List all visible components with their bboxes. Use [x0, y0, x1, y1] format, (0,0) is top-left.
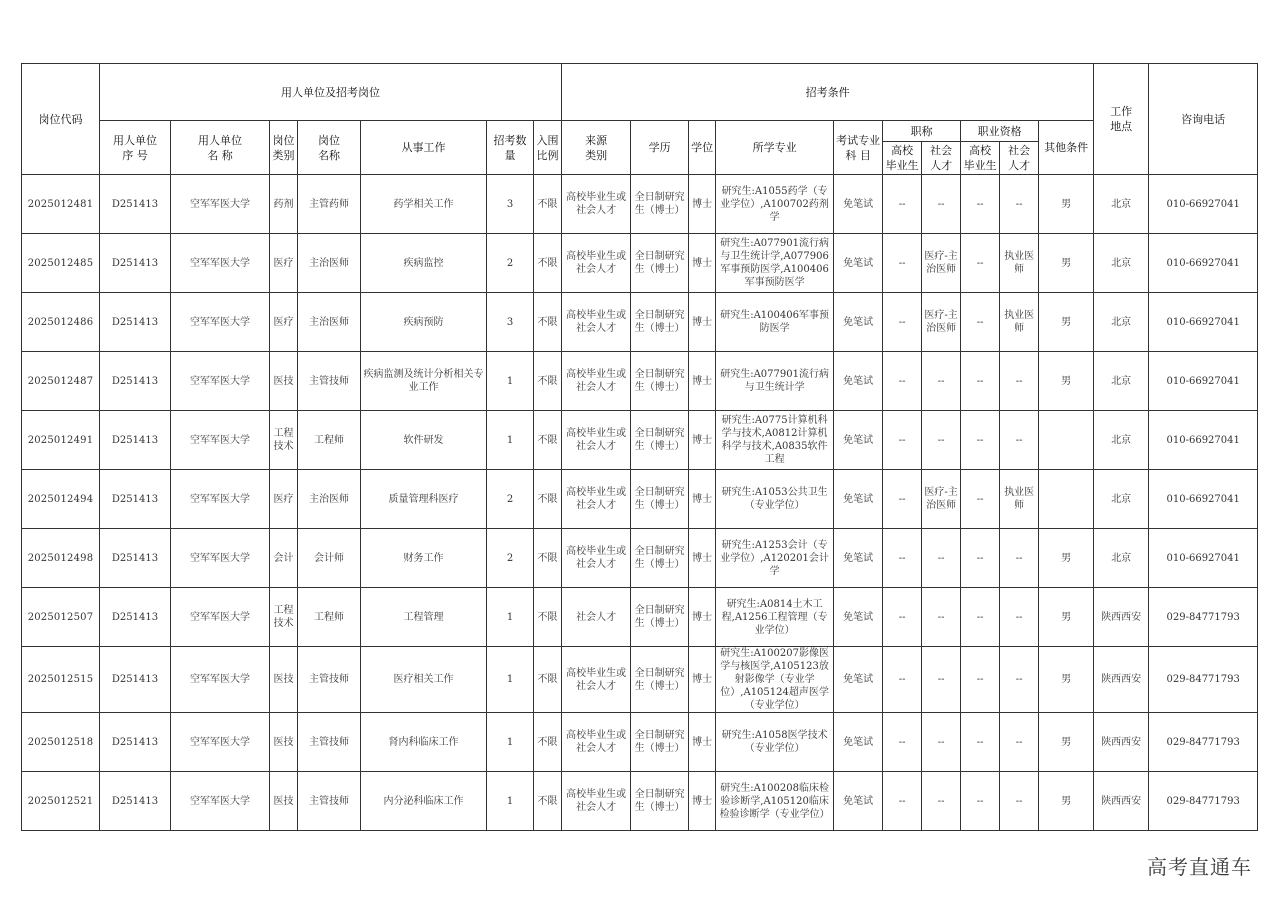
- cell-degree: 博士: [689, 234, 716, 293]
- cell-exam-subject: 免笔试: [834, 772, 883, 831]
- cell-post-code: 2025012486: [22, 293, 100, 352]
- header-duty: 从事工作: [361, 121, 487, 175]
- cell-major: 研究生:A0775计算机科学与技术,A0812计算机科学与技术,A0835软件工程: [716, 411, 834, 470]
- cell-work-location: 陕西西安: [1094, 713, 1149, 772]
- cell-duty: 质量管理科医疗: [361, 470, 487, 529]
- table-row: [22, 352, 1258, 411]
- cell-other: 男: [1039, 234, 1094, 293]
- cell-quota: 3: [487, 293, 534, 352]
- cell-education: 全日制研究生（博士）: [631, 352, 689, 411]
- cell-title-grad: --: [883, 175, 922, 234]
- cell-title-social: --: [922, 588, 961, 647]
- cell-phone: 010-66927041: [1149, 470, 1258, 529]
- cell-phone: 029-84771793: [1149, 647, 1258, 713]
- header-education: 学历: [631, 121, 689, 175]
- cell-other: 男: [1039, 175, 1094, 234]
- cell-post-type: 工程技术: [270, 588, 298, 647]
- cell-qual-social: --: [1000, 411, 1039, 470]
- cell-work-location: 北京: [1094, 411, 1149, 470]
- cell-qual-grad: --: [961, 713, 1000, 772]
- cell-major: 研究生:A1053公共卫生（专业学位）: [716, 470, 834, 529]
- cell-major: 研究生:A1253会计（专业学位）,A120201会计学: [716, 529, 834, 588]
- cell-unit-seq: D251413: [100, 713, 171, 772]
- cell-education: 全日制研究生（博士）: [631, 647, 689, 713]
- header-post-code: 岗位代码: [22, 64, 100, 175]
- header-degree: 学位: [689, 121, 716, 175]
- header-title-social: 社会 人才: [922, 142, 961, 175]
- header-unit-name: 用人单位 名 称: [171, 121, 270, 175]
- cell-phone: 029-84771793: [1149, 588, 1258, 647]
- cell-source: 高校毕业生或社会人才: [562, 352, 631, 411]
- cell-qual-grad: --: [961, 772, 1000, 831]
- cell-unit-name: 空军军医大学: [171, 234, 270, 293]
- cell-work-location: 北京: [1094, 352, 1149, 411]
- cell-post-code: 2025012518: [22, 713, 100, 772]
- cell-post-type: 医疗: [270, 234, 298, 293]
- cell-duty: 疾病监测及统计分析相关专业工作: [361, 352, 487, 411]
- cell-title-grad: --: [883, 352, 922, 411]
- cell-title-grad: --: [883, 411, 922, 470]
- cell-duty: 工程管理: [361, 588, 487, 647]
- cell-exam-subject: 免笔试: [834, 175, 883, 234]
- header-ratio: 入围 比例: [534, 121, 562, 175]
- cell-unit-name: 空军军医大学: [171, 647, 270, 713]
- cell-duty: 财务工作: [361, 529, 487, 588]
- cell-degree: 博士: [689, 588, 716, 647]
- cell-ratio: 不限: [534, 588, 562, 647]
- header-major: 所学专业: [716, 121, 834, 175]
- cell-post-type: 医技: [270, 352, 298, 411]
- cell-major: 研究生:A1055药学（专业学位）,A100702药剂学: [716, 175, 834, 234]
- cell-ratio: 不限: [534, 411, 562, 470]
- cell-major: 研究生:A100208临床检验诊断学,A105120临床检验诊断学（专业学位）: [716, 772, 834, 831]
- cell-quota: 1: [487, 713, 534, 772]
- cell-other: [1039, 411, 1094, 470]
- table-row: [22, 588, 1258, 647]
- cell-post-name: 主治医师: [298, 293, 361, 352]
- watermark-text: 高考直通车: [1147, 855, 1252, 879]
- cell-degree: 博士: [689, 772, 716, 831]
- cell-other: 男: [1039, 529, 1094, 588]
- recruitment-table: [21, 63, 1258, 831]
- header-source: 来源 类别: [562, 121, 631, 175]
- cell-post-type: 医技: [270, 713, 298, 772]
- cell-degree: 博士: [689, 647, 716, 713]
- cell-other: 男: [1039, 647, 1094, 713]
- cell-qual-social: --: [1000, 175, 1039, 234]
- cell-duty: 内分泌科临床工作: [361, 772, 487, 831]
- cell-title-grad: --: [883, 470, 922, 529]
- cell-other: 男: [1039, 293, 1094, 352]
- cell-work-location: 陕西西安: [1094, 647, 1149, 713]
- cell-title-social: --: [922, 772, 961, 831]
- cell-qual-grad: --: [961, 293, 1000, 352]
- cell-source: 高校毕业生或社会人才: [562, 529, 631, 588]
- table-row: [22, 411, 1258, 470]
- cell-degree: 博士: [689, 293, 716, 352]
- cell-quota: 2: [487, 234, 534, 293]
- table-row: [22, 234, 1258, 293]
- cell-quota: 1: [487, 647, 534, 713]
- cell-quota: 2: [487, 529, 534, 588]
- cell-exam-subject: 免笔试: [834, 647, 883, 713]
- cell-post-name: 主治医师: [298, 470, 361, 529]
- cell-title-social: 医疗-主治医师: [922, 293, 961, 352]
- cell-exam-subject: 免笔试: [834, 234, 883, 293]
- cell-post-name: 主管技师: [298, 647, 361, 713]
- table-row: [22, 293, 1258, 352]
- cell-post-name: 主管技师: [298, 352, 361, 411]
- cell-degree: 博士: [689, 352, 716, 411]
- table-row: [22, 470, 1258, 529]
- cell-title-grad: --: [883, 234, 922, 293]
- cell-other: 男: [1039, 713, 1094, 772]
- cell-quota: 1: [487, 772, 534, 831]
- cell-title-grad: --: [883, 647, 922, 713]
- cell-source: 高校毕业生或社会人才: [562, 293, 631, 352]
- cell-work-location: 北京: [1094, 175, 1149, 234]
- table-row: [22, 647, 1258, 713]
- header-post-name: 岗位 名称: [298, 121, 361, 175]
- cell-unit-seq: D251413: [100, 293, 171, 352]
- cell-post-type: 会计: [270, 529, 298, 588]
- cell-post-code: 2025012498: [22, 529, 100, 588]
- cell-unit-seq: D251413: [100, 529, 171, 588]
- header-title-grad: 高校 毕业生: [883, 142, 922, 175]
- cell-post-code: 2025012521: [22, 772, 100, 831]
- cell-source: 高校毕业生或社会人才: [562, 234, 631, 293]
- header-post-type: 岗位 类别: [270, 121, 298, 175]
- cell-qual-social: --: [1000, 647, 1039, 713]
- cell-duty: 疾病预防: [361, 293, 487, 352]
- cell-qual-grad: --: [961, 234, 1000, 293]
- cell-education: 全日制研究生（博士）: [631, 772, 689, 831]
- cell-qual-social: --: [1000, 588, 1039, 647]
- cell-education: 全日制研究生（博士）: [631, 588, 689, 647]
- cell-exam-subject: 免笔试: [834, 352, 883, 411]
- cell-exam-subject: 免笔试: [834, 529, 883, 588]
- cell-source: 社会人才: [562, 588, 631, 647]
- cell-duty: 肾内科临床工作: [361, 713, 487, 772]
- cell-post-name: 主治医师: [298, 234, 361, 293]
- header-exam-subject: 考试专业 科 目: [834, 121, 883, 175]
- cell-post-type: 医技: [270, 647, 298, 713]
- cell-post-type: 工程技术: [270, 411, 298, 470]
- header-other: 其他条件: [1039, 121, 1094, 175]
- cell-title-social: --: [922, 713, 961, 772]
- cell-post-name: 主管技师: [298, 772, 361, 831]
- cell-qual-social: --: [1000, 529, 1039, 588]
- cell-ratio: 不限: [534, 647, 562, 713]
- table-row: [22, 175, 1258, 234]
- cell-work-location: 北京: [1094, 234, 1149, 293]
- cell-exam-subject: 免笔试: [834, 588, 883, 647]
- cell-degree: 博士: [689, 529, 716, 588]
- cell-unit-name: 空军军医大学: [171, 411, 270, 470]
- cell-title-social: --: [922, 352, 961, 411]
- cell-qual-grad: --: [961, 352, 1000, 411]
- cell-work-location: 北京: [1094, 470, 1149, 529]
- header-unit-seq: 用人单位 序 号: [100, 121, 171, 175]
- header-qual-social: 社会 人才: [1000, 142, 1039, 175]
- cell-degree: 博士: [689, 470, 716, 529]
- cell-unit-seq: D251413: [100, 175, 171, 234]
- cell-source: 高校毕业生或社会人才: [562, 411, 631, 470]
- header-qual-group: 职业资格: [961, 121, 1039, 142]
- cell-phone: 010-66927041: [1149, 293, 1258, 352]
- cell-quota: 2: [487, 470, 534, 529]
- cell-work-location: 北京: [1094, 293, 1149, 352]
- cell-phone: 010-66927041: [1149, 234, 1258, 293]
- cell-quota: 1: [487, 411, 534, 470]
- cell-unit-name: 空军军医大学: [171, 713, 270, 772]
- cell-source: 高校毕业生或社会人才: [562, 175, 631, 234]
- cell-post-code: 2025012491: [22, 411, 100, 470]
- table-row: [22, 772, 1258, 831]
- cell-exam-subject: 免笔试: [834, 293, 883, 352]
- cell-phone: 010-66927041: [1149, 175, 1258, 234]
- cell-post-type: 医疗: [270, 293, 298, 352]
- cell-unit-name: 空军军医大学: [171, 293, 270, 352]
- cell-qual-social: --: [1000, 713, 1039, 772]
- cell-title-social: --: [922, 411, 961, 470]
- cell-post-type: 医疗: [270, 470, 298, 529]
- cell-unit-name: 空军军医大学: [171, 529, 270, 588]
- cell-phone: 029-84771793: [1149, 772, 1258, 831]
- cell-post-type: 药剂: [270, 175, 298, 234]
- cell-education: 全日制研究生（博士）: [631, 175, 689, 234]
- header-phone: 咨询电话: [1149, 64, 1258, 175]
- cell-title-social: 医疗-主治医师: [922, 234, 961, 293]
- cell-quota: 1: [487, 588, 534, 647]
- cell-title-grad: --: [883, 588, 922, 647]
- cell-qual-grad: --: [961, 470, 1000, 529]
- cell-work-location: 陕西西安: [1094, 772, 1149, 831]
- cell-unit-name: 空军军医大学: [171, 175, 270, 234]
- cell-unit-name: 空军军医大学: [171, 588, 270, 647]
- cell-ratio: 不限: [534, 529, 562, 588]
- cell-title-grad: --: [883, 713, 922, 772]
- cell-post-code: 2025012485: [22, 234, 100, 293]
- cell-unit-name: 空军军医大学: [171, 772, 270, 831]
- cell-qual-social: --: [1000, 352, 1039, 411]
- cell-title-social: --: [922, 175, 961, 234]
- cell-unit-name: 空军军医大学: [171, 470, 270, 529]
- table-body: [22, 175, 1258, 831]
- cell-title-social: --: [922, 529, 961, 588]
- cell-post-name: 工程师: [298, 588, 361, 647]
- cell-unit-name: 空军军医大学: [171, 352, 270, 411]
- cell-qual-grad: --: [961, 529, 1000, 588]
- cell-degree: 博士: [689, 411, 716, 470]
- cell-major: 研究生:A077901流行病与卫生统计学: [716, 352, 834, 411]
- cell-phone: 010-66927041: [1149, 411, 1258, 470]
- cell-qual-social: 执业医师: [1000, 234, 1039, 293]
- cell-duty: 医疗相关工作: [361, 647, 487, 713]
- cell-post-code: 2025012494: [22, 470, 100, 529]
- cell-ratio: 不限: [534, 175, 562, 234]
- cell-education: 全日制研究生（博士）: [631, 713, 689, 772]
- cell-major: 研究生:A100406军事预防医学: [716, 293, 834, 352]
- table-row: [22, 529, 1258, 588]
- cell-post-code: 2025012507: [22, 588, 100, 647]
- cell-phone: 010-66927041: [1149, 352, 1258, 411]
- cell-unit-seq: D251413: [100, 772, 171, 831]
- cell-degree: 博士: [689, 713, 716, 772]
- cell-unit-seq: D251413: [100, 234, 171, 293]
- cell-education: 全日制研究生（博士）: [631, 234, 689, 293]
- cell-education: 全日制研究生（博士）: [631, 411, 689, 470]
- cell-unit-seq: D251413: [100, 352, 171, 411]
- cell-education: 全日制研究生（博士）: [631, 293, 689, 352]
- header-title-group: 职称: [883, 121, 961, 142]
- cell-other: 男: [1039, 352, 1094, 411]
- cell-source: 高校毕业生或社会人才: [562, 470, 631, 529]
- cell-quota: 1: [487, 352, 534, 411]
- cell-qual-social: --: [1000, 772, 1039, 831]
- cell-ratio: 不限: [534, 713, 562, 772]
- header-work-location: 工作 地点: [1094, 64, 1149, 175]
- cell-ratio: 不限: [534, 352, 562, 411]
- cell-work-location: 陕西西安: [1094, 588, 1149, 647]
- cell-major: 研究生:A077901流行病与卫生统计学,A077906军事预防医学,A100406军事预防医学: [716, 234, 834, 293]
- cell-title-grad: --: [883, 529, 922, 588]
- cell-phone: 029-84771793: [1149, 713, 1258, 772]
- cell-post-name: 工程师: [298, 411, 361, 470]
- header-quota: 招考数量: [487, 121, 534, 175]
- cell-source: 高校毕业生或社会人才: [562, 772, 631, 831]
- cell-title-grad: --: [883, 293, 922, 352]
- cell-qual-grad: --: [961, 175, 1000, 234]
- header-group-conditions: 招考条件: [562, 64, 1094, 121]
- cell-source: 高校毕业生或社会人才: [562, 713, 631, 772]
- cell-post-name: 主管药师: [298, 175, 361, 234]
- cell-other: 男: [1039, 772, 1094, 831]
- cell-duty: 药学相关工作: [361, 175, 487, 234]
- cell-title-grad: --: [883, 772, 922, 831]
- cell-ratio: 不限: [534, 470, 562, 529]
- cell-source: 高校毕业生或社会人才: [562, 647, 631, 713]
- cell-degree: 博士: [689, 175, 716, 234]
- cell-post-name: 会计师: [298, 529, 361, 588]
- cell-unit-seq: D251413: [100, 470, 171, 529]
- table-row: [22, 713, 1258, 772]
- cell-major: 研究生:A0814土木工程,A1256工程管理（专业学位）: [716, 588, 834, 647]
- cell-post-code: 2025012481: [22, 175, 100, 234]
- cell-unit-seq: D251413: [100, 411, 171, 470]
- cell-education: 全日制研究生（博士）: [631, 529, 689, 588]
- cell-ratio: 不限: [534, 293, 562, 352]
- cell-qual-grad: --: [961, 647, 1000, 713]
- cell-post-code: 2025012515: [22, 647, 100, 713]
- cell-major: 研究生:A100207影像医学与核医学,A105123放射影像学（专业学位）,A105124超声医学（专业学位）: [716, 647, 834, 713]
- header-group-employer: 用人单位及招考岗位: [100, 64, 562, 121]
- cell-education: 全日制研究生（博士）: [631, 470, 689, 529]
- cell-unit-seq: D251413: [100, 588, 171, 647]
- cell-post-type: 医技: [270, 772, 298, 831]
- cell-exam-subject: 免笔试: [834, 411, 883, 470]
- cell-title-social: --: [922, 647, 961, 713]
- cell-unit-seq: D251413: [100, 647, 171, 713]
- cell-ratio: 不限: [534, 772, 562, 831]
- cell-work-location: 北京: [1094, 529, 1149, 588]
- cell-post-name: 主管技师: [298, 713, 361, 772]
- cell-exam-subject: 免笔试: [834, 713, 883, 772]
- cell-title-social: 医疗-主治医师: [922, 470, 961, 529]
- cell-qual-social: 执业医师: [1000, 293, 1039, 352]
- table-header: [22, 64, 1258, 175]
- cell-other: 男: [1039, 588, 1094, 647]
- cell-exam-subject: 免笔试: [834, 470, 883, 529]
- cell-qual-grad: --: [961, 588, 1000, 647]
- cell-qual-grad: --: [961, 411, 1000, 470]
- cell-major: 研究生:A1058医学技术（专业学位）: [716, 713, 834, 772]
- header-qual-grad: 高校 毕业生: [961, 142, 1000, 175]
- cell-phone: 010-66927041: [1149, 529, 1258, 588]
- cell-ratio: 不限: [534, 234, 562, 293]
- cell-post-code: 2025012487: [22, 352, 100, 411]
- cell-quota: 3: [487, 175, 534, 234]
- cell-duty: 疾病监控: [361, 234, 487, 293]
- cell-qual-social: 执业医师: [1000, 470, 1039, 529]
- cell-duty: 软件研发: [361, 411, 487, 470]
- cell-other: [1039, 470, 1094, 529]
